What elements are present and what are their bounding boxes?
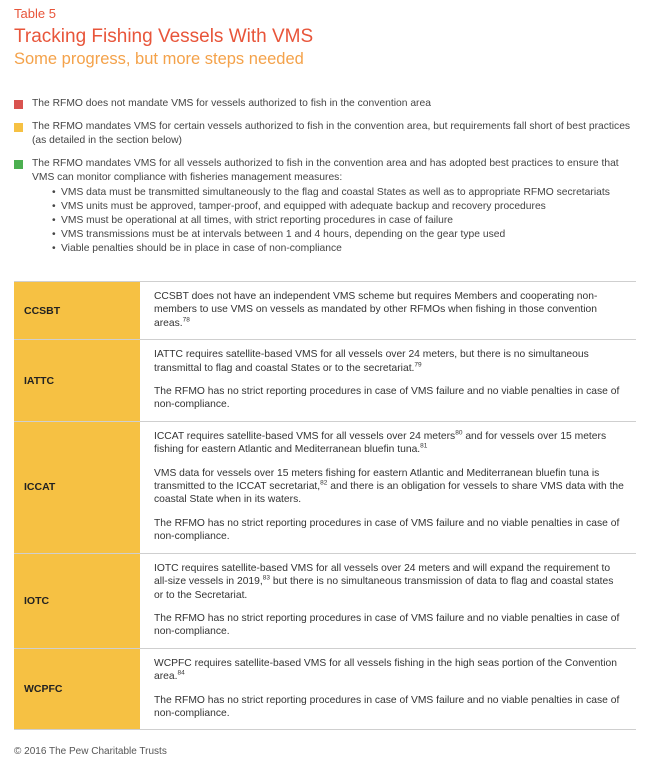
rfmo-name: ICCAT xyxy=(14,422,142,553)
footnote-ref: 83 xyxy=(262,574,270,582)
rfmo-description xyxy=(142,422,636,553)
rfmo-name: WCPFC xyxy=(14,649,142,730)
paragraph-text: ICCAT requires satellite-based VMS for all vessels over 24 meters xyxy=(154,430,456,442)
paragraph xyxy=(154,430,624,457)
legend-item-green xyxy=(14,157,636,256)
paragraph-text: IATTC requires satellite-based VMS for all vessels over 24 meters, but there is no simultaneous transmittal to flag and coastal States or to the secretariat. xyxy=(154,349,589,374)
legend-red-text: The RFMO does not mandate VMS for vessels authorized to fish in the convention area xyxy=(32,98,431,109)
table-row xyxy=(14,282,636,340)
page-subtitle: Some progress, but more steps needed xyxy=(14,50,304,68)
rfmo-table xyxy=(14,281,636,730)
rfmo-description xyxy=(142,649,636,730)
red-square-icon xyxy=(14,100,23,109)
table-row xyxy=(14,422,636,554)
table-row xyxy=(14,649,636,731)
table-header xyxy=(14,6,634,69)
footnote-ref: 81 xyxy=(420,442,428,450)
paragraph: The RFMO has no strict reporting procedures in case of VMS failure and no viable penalties in case of non-compliance. xyxy=(154,517,620,543)
footnote-ref: 78 xyxy=(182,316,190,324)
paragraph-text: and there is an obligation for vessels to share VMS data with the coastal State when in its waters. xyxy=(154,481,624,506)
rfmo-description xyxy=(142,282,636,339)
footnote-ref: 84 xyxy=(177,669,185,677)
legend-yellow-text: The RFMO mandates VMS for certain vessels authorized to fish in the convention area, but requirements fall short of best practices (as detailed in the section below) xyxy=(32,121,631,146)
paragraph-text: and for vessels over 15 meters fishing for eastern Atlantic and Mediterranean bluefin tuna. xyxy=(154,430,607,456)
paragraph-text: CCSBT does not have an independent VMS scheme but requires Members and cooperating non-members to use VMS on vessels as mandated by other RFMOs when fishing in those convention areas. xyxy=(154,291,598,329)
green-square-icon xyxy=(14,160,23,169)
rfmo-description xyxy=(142,340,636,421)
table-row xyxy=(14,554,636,649)
rfmo-name: CCSBT xyxy=(14,282,142,339)
copyright-footer: © 2016 The Pew Charitable Trusts xyxy=(14,746,167,757)
paragraph-text: but there is no simultaneous transmission of data to flag and coastal states or to the Secretariat. xyxy=(154,576,614,601)
paragraph-text: WCPFC requires satellite-based VMS for all vessels fishing in the high seas portion of the Convention area. xyxy=(154,657,618,683)
paragraph: The RFMO has no strict reporting procedures in case of VMS failure and no viable penalties in case of non-compliance. xyxy=(154,694,620,719)
paragraph: The RFMO has no strict reporting procedures in case of VMS failure and no viable penalties in case of non-compliance. xyxy=(154,386,620,411)
page-title: Tracking Fishing Vessels With VMS xyxy=(14,26,314,47)
legend-item-yellow xyxy=(14,120,636,148)
legend-green-text: The RFMO mandates VMS for all vessels authorized to fish in the convention area and has adopted best practices to ensure that VMS can monitor compliance with fisheries management measures: xyxy=(32,158,619,183)
list-item: • VMS must be operational at all times, with strict reporting procedures in case of failure xyxy=(52,214,636,228)
rfmo-name: IOTC xyxy=(14,554,142,648)
list-item: • VMS data must be transmitted simultaneously to the flag and coastal States as well as to appropriate RFMO secretariats xyxy=(52,186,636,200)
paragraph xyxy=(154,290,624,330)
paragraph xyxy=(154,657,624,684)
list-item: • VMS units must be approved, tamper-proof, and equipped with adequate backup and recovery procedures xyxy=(52,200,636,214)
paragraph xyxy=(154,562,624,602)
paragraph-text: IOTC requires satellite-based VMS for all vessels over 24 meters and will expand the requirement to all-size vessels in 2019, xyxy=(154,562,611,588)
footnote-ref: 79 xyxy=(414,361,422,369)
yellow-square-icon xyxy=(14,123,23,132)
legend-item-red xyxy=(14,97,636,111)
best-practices-list xyxy=(32,186,636,256)
table-label: Table 5 xyxy=(14,6,56,21)
footnote-ref: 82 xyxy=(320,479,328,487)
paragraph: The RFMO has no strict reporting procedures in case of VMS failure and no viable penalties in case of non-compliance. xyxy=(154,612,620,638)
paragraph xyxy=(154,467,624,507)
rfmo-name: IATTC xyxy=(14,340,142,421)
list-item: • Viable penalties should be in place in case of non-compliance xyxy=(52,242,636,256)
legend xyxy=(14,97,636,265)
list-item: • VMS transmissions must be at intervals between 1 and 4 hours, depending on the gear type used xyxy=(52,228,636,242)
paragraph xyxy=(154,348,624,375)
footnote-ref: 80 xyxy=(455,429,463,437)
paragraph-text: VMS data for vessels over 15 meters fishing for eastern Atlantic and Mediterranean bluefin tuna is transmitted to the ICCAT secretariat, xyxy=(154,467,600,493)
rfmo-description xyxy=(142,554,636,648)
table-row xyxy=(14,340,636,422)
